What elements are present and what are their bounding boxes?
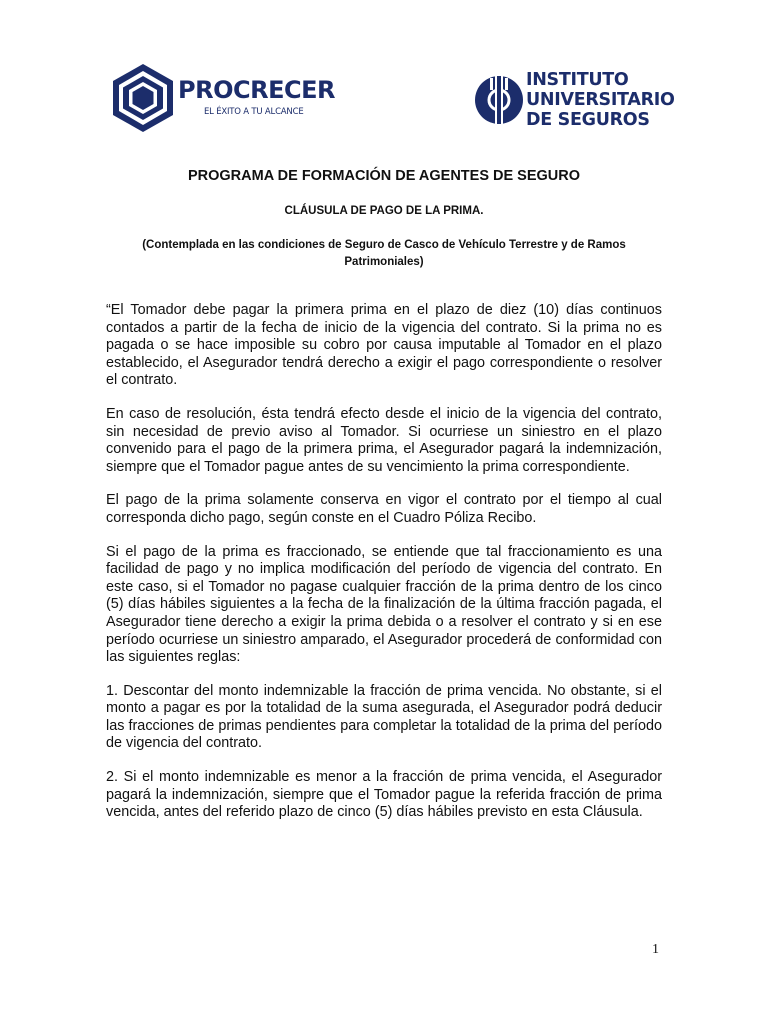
paragraph: El pago de la prima solamente conserva en vigor el contrato por el tiempo al cual corresponda dicho pago, según conste en el Cuadro Póliza Recibo. — [106, 492, 662, 526]
paragraph: En caso de resolución, ésta tendrá efecto desde el inicio de la vigencia del contrato, sin necesidad de previo aviso al Tomador. Si ocurriese un siniestro en el plazo convenido para el pago de la primera prima, el Asegurador pagará la indemnización, siempre que el Tomador pague antes de su vencimiento la prima correspondiente. — [106, 405, 662, 475]
procrecer-brand-name: PROCRECER — [178, 76, 335, 104]
document-subtitle: CLÁUSULA DE PAGO DE LA PRIMA. — [284, 205, 484, 217]
page-number: 1 — [652, 942, 659, 957]
paragraph: Si el pago de la prima es fraccionado, se entiende que tal fraccionamiento es una facilidad de pago y no implica modificación del período de vigencia del contrato. En este caso, si el Tomador no pagase cualquier fracción de la prima dentro de los cinco (5) días hábiles siguientes a la fecha de la finalización de la última fracción pagada, el Asegurador tiene derecho a exigir la prima debida o a resolver el contrato y si en ese período ocurriese un siniestro amparado, el Asegurador procederá de conformidad con las siguientes reglas: — [106, 543, 662, 666]
paragraph: “El Tomador debe pagar la primera prima en el plazo de diez (10) días continuos contados a partir de la fecha de inicio de la vigencia del contrato. Si la prima no es pagada o se hace imposible su cobro por causa imputable al Tomador en el plazo establecido, el Asegurador tendrá derecho a exigir el pago correspondiente o resolver el contrato. — [106, 302, 662, 389]
document-body — [106, 302, 662, 838]
procrecer-hexagon-icon — [110, 62, 176, 134]
ius-line-1: INSTITUTO — [526, 70, 629, 90]
procrecer-logo — [110, 62, 335, 134]
ius-emblem-icon — [474, 70, 524, 128]
ius-line-2: UNIVERSITARIO — [526, 90, 675, 110]
ius-wordmark — [526, 70, 675, 130]
procrecer-slogan: EL ÉXITO A TU ALCANCE — [204, 107, 304, 117]
ius-line-3: DE SEGUROS — [526, 110, 650, 130]
paragraph: 2. Si el monto indemnizable es menor a la fracción de prima vencida, el Asegurador pagará la indemnización, siempre que el Tomador pague la referida fracción de prima vencida, antes del referido plazo de cinco (5) días hábiles previsto en esta Cláusula. — [106, 769, 662, 821]
document-note: (Contemplada en las condiciones de Seguro de Casco de Vehículo Terrestre y de Ramos Patrimoniales) — [142, 239, 626, 268]
ius-logo — [474, 70, 674, 132]
paragraph: 1. Descontar del monto indemnizable la fracción de prima vencida. No obstante, si el monto a pagar es por la totalidad de la suma asegurada, el Asegurador podrá deducir las fracciones de primas pendientes para completar la totalidad de la prima del período de vigencia del contrato. — [106, 682, 662, 752]
document-title: PROGRAMA DE FORMACIÓN DE AGENTES DE SEGURO — [187, 168, 581, 184]
